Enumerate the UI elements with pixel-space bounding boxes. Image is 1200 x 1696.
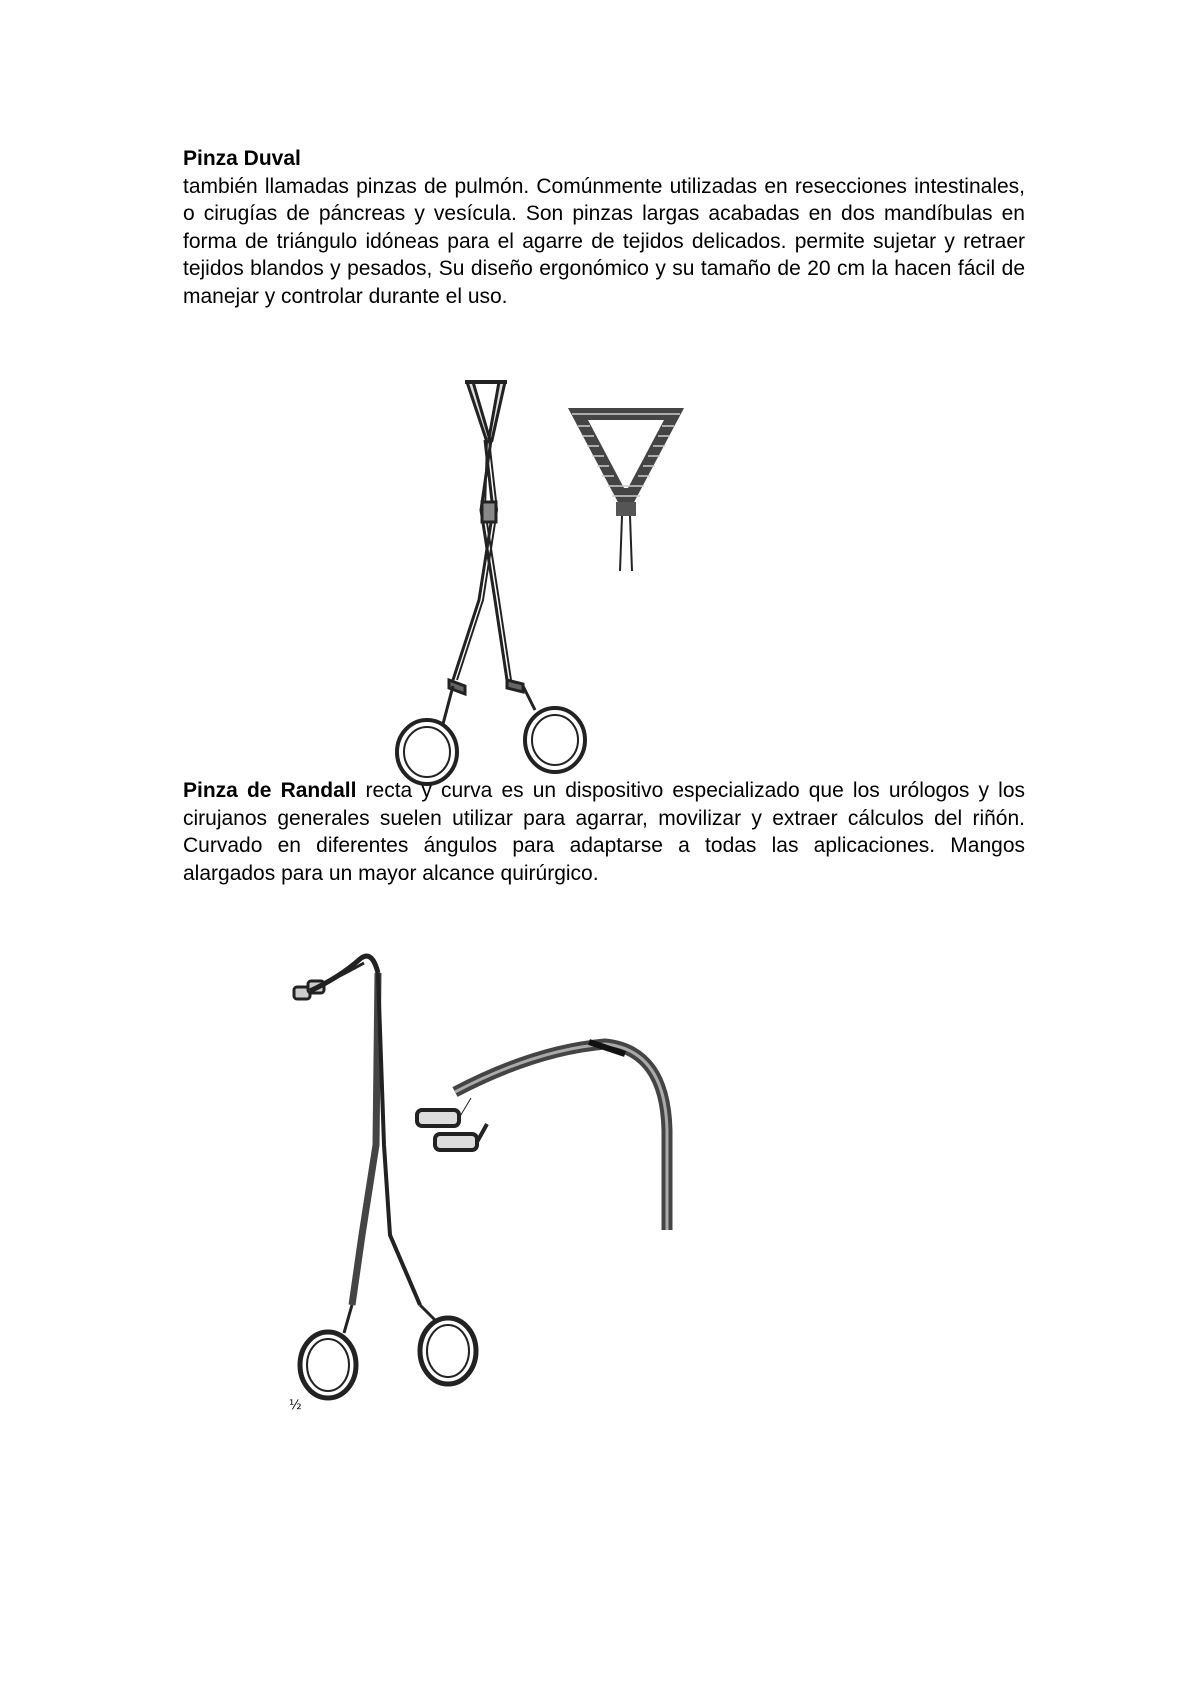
randall-description: recta y curva es un dispositivo especializado que los urólogos y los cirujanos generales suelen utilizar para agarrar, movilizar y extraer cálculos del riñón. Curvado en diferentes ángulos para adaptarse a todas las aplicaciones. Mangos alargados para un mayor alcance quirúrgico. <box>183 779 1025 885</box>
duval-section <box>183 145 1025 311</box>
duval-jaw-detail-image <box>566 406 686 576</box>
randall-tip-detail-image <box>415 1030 685 1235</box>
randall-section <box>183 777 1025 887</box>
duval-description: también llamadas pinzas de pulmón. Comúnmente utilizadas en resecciones intestinales, o cirugías de páncreas y vesícula. Son pinzas largas acabadas en dos mandíbulas en forma de triángulo idóneas para el agarre de tejidos delicados. permite sujetar y retraer tejidos blandos y pesados, Su diseño ergonómico y su tamaño de 20 cm la hacen fácil de manejar y controlar durante el uso. <box>183 174 1025 308</box>
scale-label: ½ <box>289 1398 302 1413</box>
duval-title: Pinza Duval <box>183 147 301 170</box>
randall-title: Pinza de Randall <box>183 779 357 802</box>
